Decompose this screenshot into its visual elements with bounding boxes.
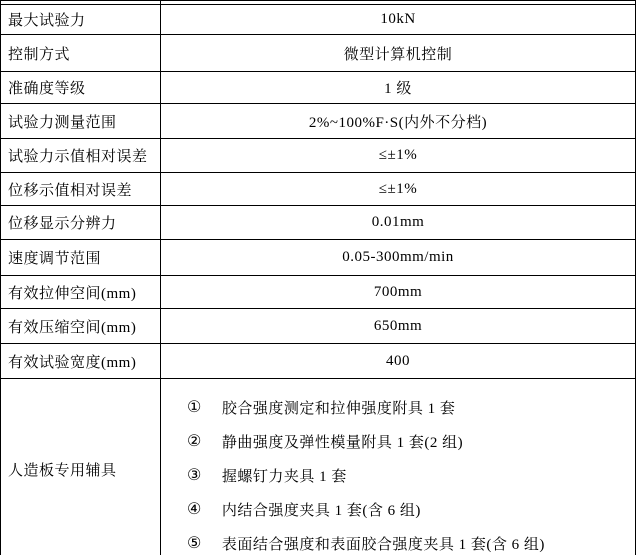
accessory-text: 胶合强度测定和拉伸强度附具 1 套	[221, 400, 456, 417]
table-row	[1, 139, 635, 173]
spec-label: 位移示值相对误差	[1, 173, 161, 205]
spec-value: 2%~100%F·S(内外不分档)	[308, 114, 488, 131]
table-row	[1, 206, 635, 240]
accessory-item	[187, 458, 635, 492]
accessory-text: 握螺钉力夹具 1 套	[221, 468, 347, 485]
table-row	[1, 5, 635, 35]
table-row	[1, 276, 635, 309]
table-row	[1, 344, 635, 379]
spec-value: 650mm	[373, 317, 423, 334]
accessories-list	[161, 379, 635, 555]
spec-label: 试验力示值相对误差	[1, 139, 161, 172]
accessory-text: 内结合强度夹具 1 套(含 6 组)	[221, 502, 421, 519]
spec-value: 1 级	[384, 81, 412, 97]
accessory-text: 静曲强度及弹性模量附具 1 套(2 组)	[221, 434, 464, 451]
circled-number-2-icon: ②	[187, 433, 202, 450]
table-row	[1, 35, 635, 72]
spec-value: ≤±1%	[378, 147, 418, 163]
accessory-item	[187, 390, 635, 424]
accessory-item	[187, 526, 635, 555]
accessory-item	[187, 492, 635, 526]
accessories-row	[1, 379, 635, 555]
spec-label: 速度调节范围	[1, 240, 161, 275]
spec-value: 700mm	[373, 283, 423, 300]
spec-label: 最大试验力	[1, 5, 161, 34]
circled-number-5-icon: ⑤	[187, 535, 202, 552]
spec-value: 0.01mm	[371, 214, 425, 230]
table-row	[1, 309, 635, 344]
spec-label: 试验力测量范围	[1, 104, 161, 138]
spec-value: 400	[386, 352, 410, 369]
circled-number-4-icon: ④	[187, 501, 202, 518]
accessories-label: 人造板专用辅具	[1, 379, 161, 555]
spec-label: 有效拉伸空间(mm)	[1, 276, 161, 308]
table-row	[1, 104, 635, 139]
table-row	[1, 173, 635, 206]
circled-number-3-icon: ③	[187, 467, 202, 484]
table-row	[1, 72, 635, 104]
spec-value: 微型计算机控制	[343, 46, 453, 63]
spec-label: 位移显示分辨力	[1, 206, 161, 239]
spec-label: 控制方式	[1, 35, 161, 71]
circled-number-1-icon: ①	[187, 399, 202, 416]
spec-value: 10kN	[380, 11, 416, 27]
table-row	[1, 240, 635, 276]
cropped-top-label-cell	[1, 1, 161, 4]
cropped-top-value-cell	[161, 1, 635, 4]
spec-value: 0.05-300mm/min	[342, 249, 454, 265]
spec-label: 准确度等级	[1, 72, 161, 103]
spec-label: 有效试验宽度(mm)	[1, 344, 161, 378]
accessory-item	[187, 424, 635, 458]
accessory-text: 表面结合强度和表面胶合强度夹具 1 套(含 6 组)	[221, 536, 545, 553]
spec-value: ≤±1%	[378, 180, 418, 197]
spec-label: 有效压缩空间(mm)	[1, 309, 161, 343]
